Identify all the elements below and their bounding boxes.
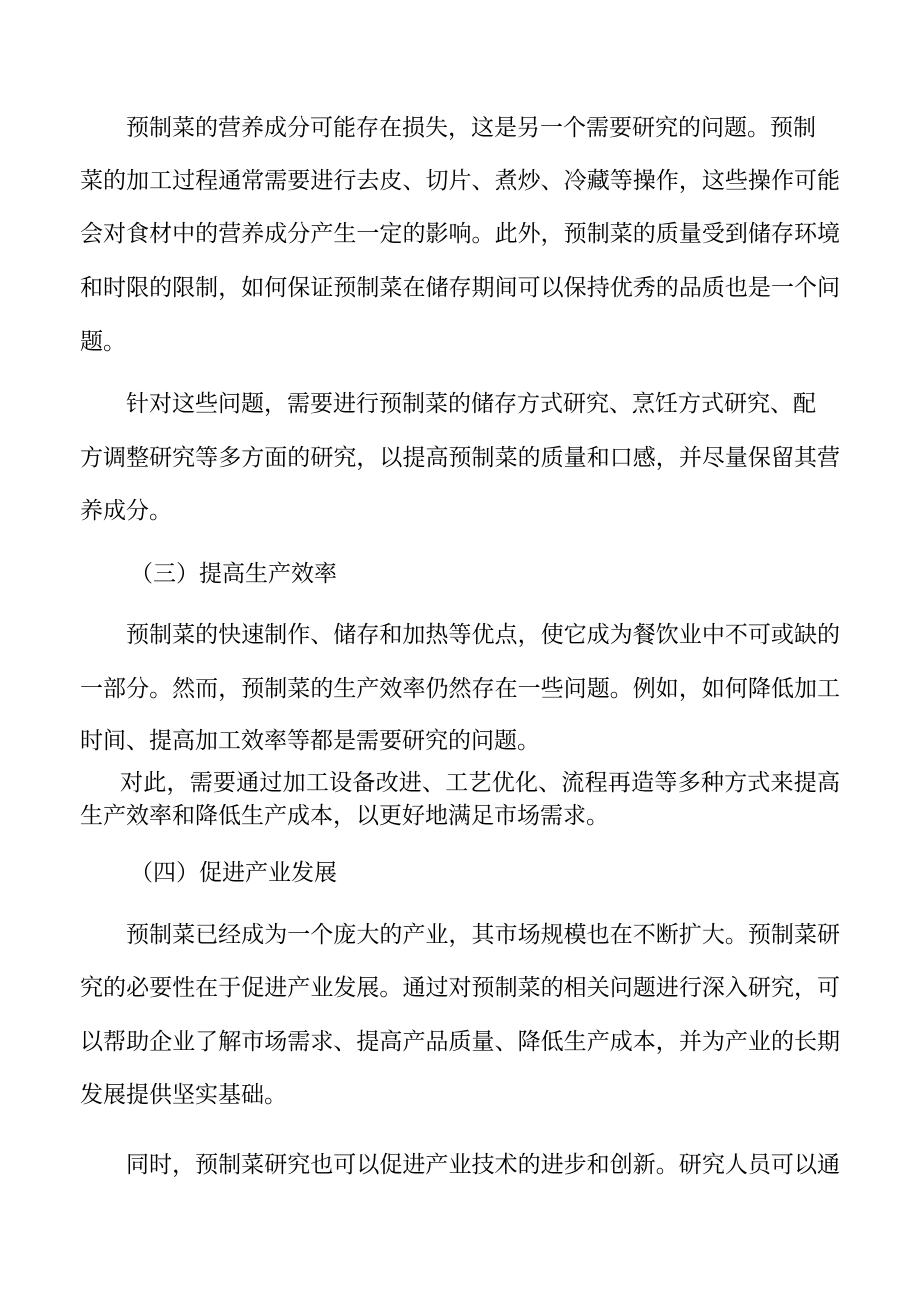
paragraph-line: 同时，预制菜研究也可以促进产业技术的进步和创新。研究人员可以通	[126, 1152, 840, 1178]
paragraph-line: 时间、提高加工效率等都是需要研究的问题。	[80, 728, 540, 754]
paragraph-line: 一部分。然而，预制菜的生产效率仍然存在一些问题。例如，如何降低加工	[80, 676, 840, 702]
paragraph-line: 方调整研究等多方面的研究，以提高预制菜的质量和口感，并尽量保留其营	[80, 445, 840, 471]
section-heading: （四）促进产业发展	[130, 860, 337, 886]
paragraph-line: 究的必要性在于促进产业发展。通过对预制菜的相关问题进行深入研究，可	[80, 975, 840, 1001]
paragraph-line: 以帮助企业了解市场需求、提高产品质量、降低生产成本，并为产业的长期	[80, 1029, 840, 1055]
paragraph-line: 预制菜已经成为一个庞大的产业，其市场规模也在不断扩大。预制菜研	[126, 922, 840, 948]
paragraph-line: 发展提供坚实基础。	[80, 1082, 287, 1108]
paragraph-line: 对此，需要通过加工设备改进、工艺优化、流程再造等多种方式来提高	[120, 770, 840, 796]
section-heading: （三）提高生产效率	[130, 561, 337, 587]
paragraph-line: 预制菜的营养成分可能存在损失，这是另一个需要研究的问题。预制	[126, 115, 816, 141]
paragraph-line: 和时限的限制，如何保证预制菜在储存期间可以保持优秀的品质也是一个问	[80, 275, 840, 301]
paragraph-line: 菜的加工过程通常需要进行去皮、切片、煮炒、冷藏等操作，这些操作可能	[80, 168, 840, 194]
paragraph-line: 养成分。	[80, 498, 172, 524]
paragraph-line: 预制菜的快速制作、储存和加热等优点，使它成为餐饮业中不可或缺的	[126, 622, 840, 648]
paragraph-line: 生产效率和降低生产成本，以更好地满足市场需求。	[80, 803, 609, 829]
paragraph-line: 题。	[80, 329, 126, 355]
paragraph-line: 针对这些问题，需要进行预制菜的储存方式研究、烹饪方式研究、配	[126, 391, 816, 417]
paragraph-line: 会对食材中的营养成分产生一定的影响。此外，预制菜的质量受到储存环境	[80, 221, 840, 247]
